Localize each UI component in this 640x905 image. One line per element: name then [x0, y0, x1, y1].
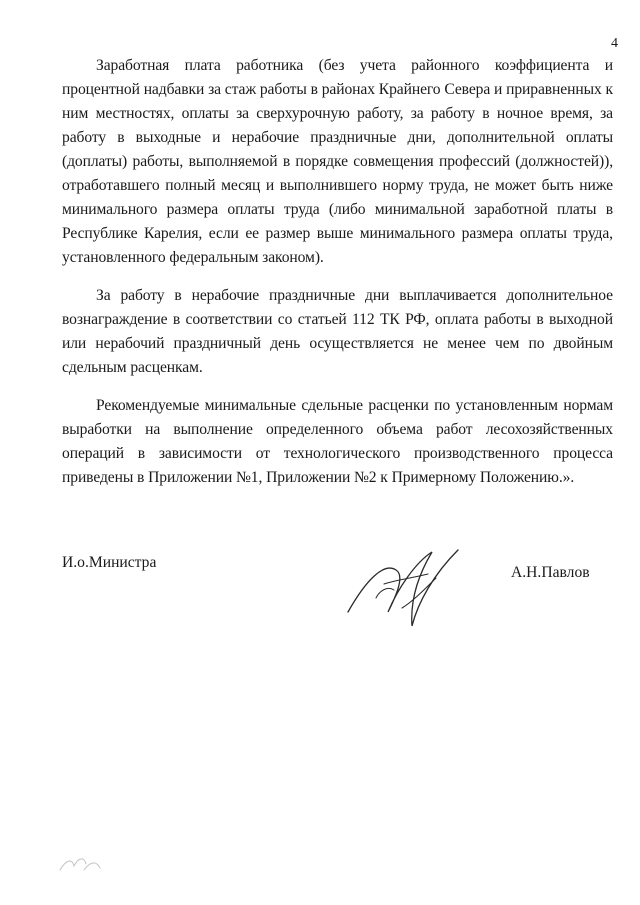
signatory-name: А.Н.Павлов	[511, 564, 590, 581]
document-body	[62, 54, 613, 504]
paragraph-holiday-pay: За работу в нерабочие праздничные дни выплачивается дополнительное вознаграждение в соответствии со статьей 112 ТК РФ, оплата работы в выходной или нерабочий праздничный день осуществляется не менее чем по двойным сдельным расценкам.	[62, 287, 613, 376]
paragraph-salary: Заработная плата работника (без учета районного коэффициента и процентной надбавки за стаж работы в районах Крайнего Севера и приравненных к ним местностях, оплаты за сверхурочную работу, за работу в ночное время, за работу в выходные и нерабочие праздничные дни, дополнительной оплаты (доплаты) работы, выполняемой в порядке совмещения профессий (должностей)), отработавшего полный месяц и выполнившего норму труда, не может быть ниже минимального размера оплаты труда (либо минимальной заработной платы в Республике Карелия, если ее размер выше минимального размера оплаты труда, установленного федеральным законом).	[62, 57, 613, 266]
paragraph-piece-rates: Рекомендуемые минимальные сдельные расценки по установленным нормам выработки на выполнение определенного объема работ лесохозяйственных операций в зависимости от технологического производственного процесса приведены в Приложении №1, Приложении №2 к Примерному Положению.».	[62, 397, 613, 486]
page-number: 4	[611, 36, 618, 51]
position-title: И.о.Министра	[62, 554, 157, 571]
initials-mark	[56, 848, 106, 878]
handwritten-signature	[336, 540, 466, 640]
